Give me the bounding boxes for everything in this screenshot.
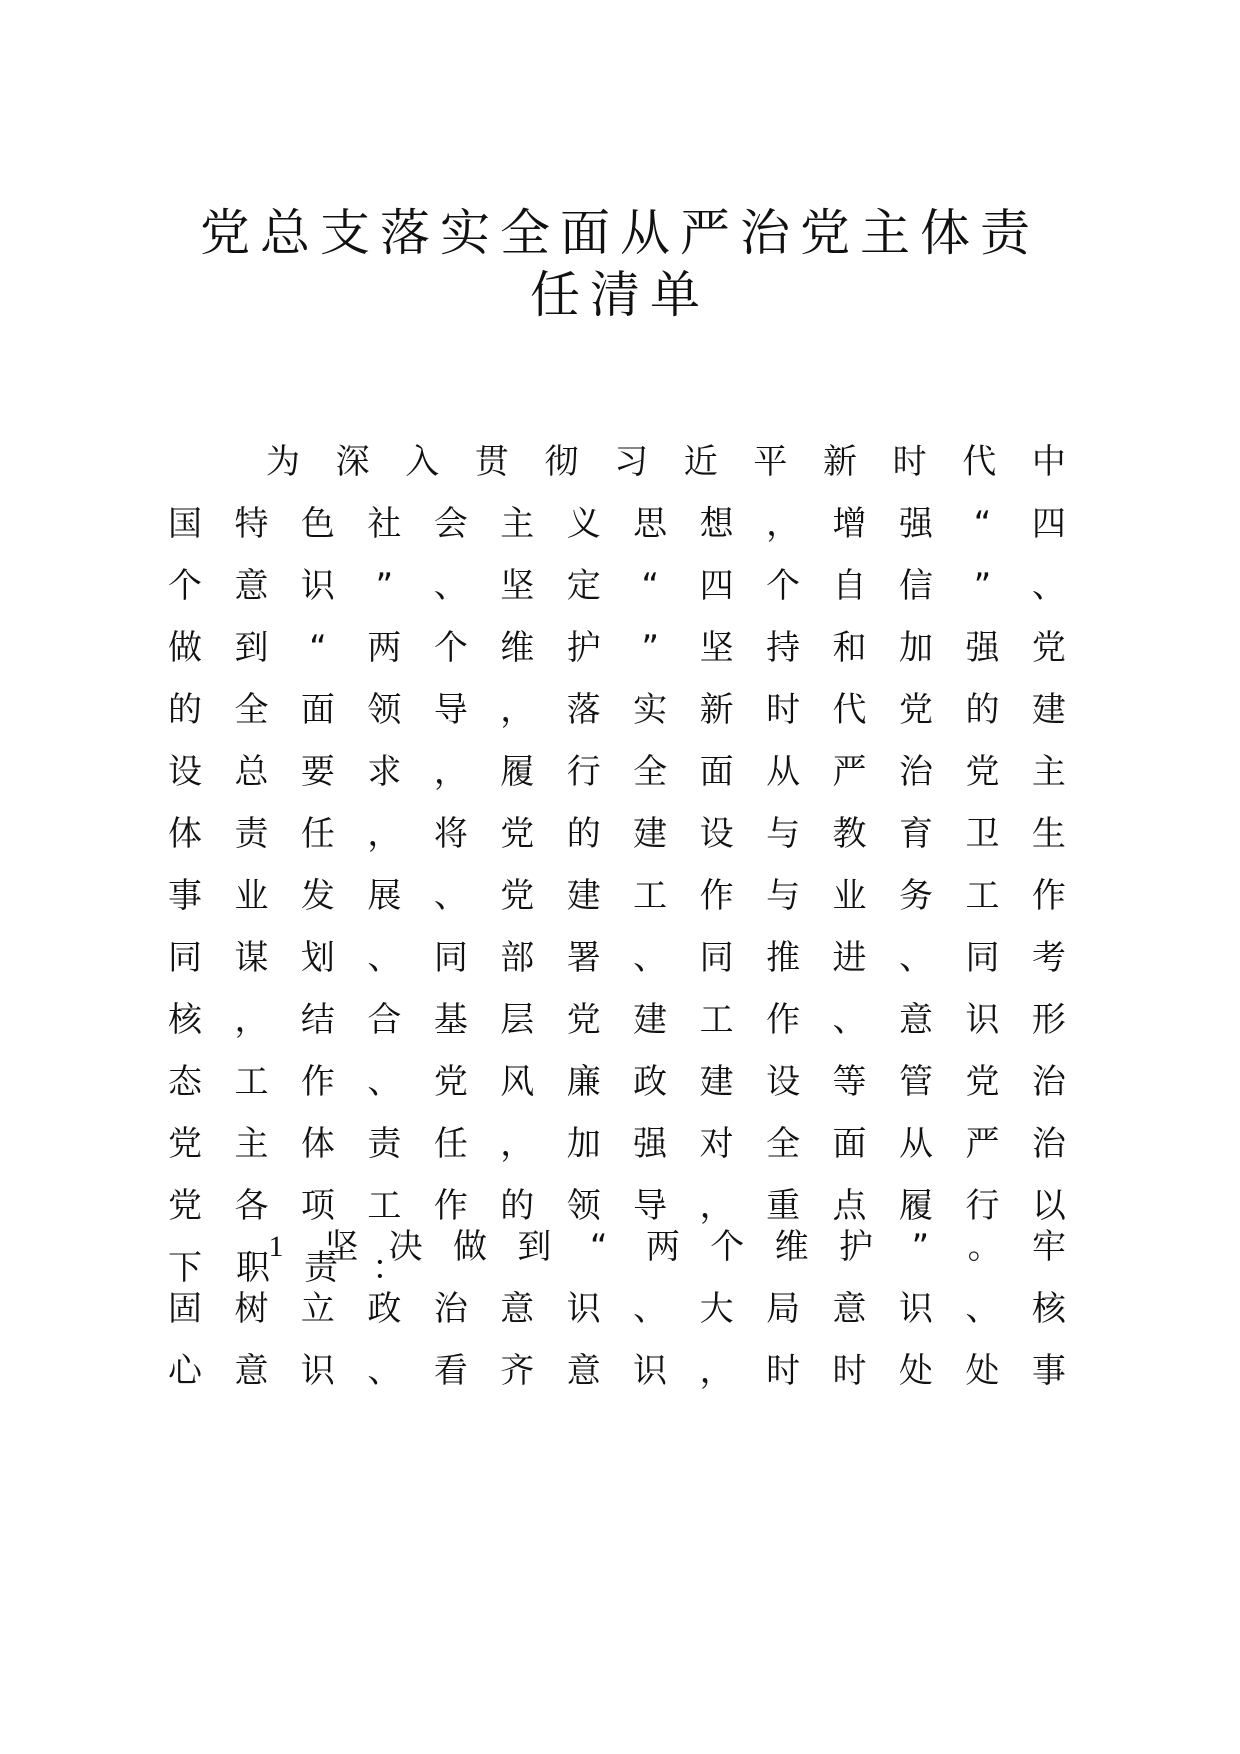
text-char: 决 xyxy=(388,1227,423,1267)
text-char: 加 xyxy=(898,628,933,668)
text-char: 政 xyxy=(633,1062,668,1102)
paragraph-intro xyxy=(167,431,1067,1299)
text-char: 党 xyxy=(500,876,535,916)
text-char: 党 xyxy=(1031,628,1066,668)
text-char: 作 xyxy=(433,1186,468,1226)
text-char: 局 xyxy=(766,1289,801,1329)
text-line xyxy=(167,741,1067,803)
text-char: 固 xyxy=(168,1289,202,1329)
text-char: 心 xyxy=(168,1351,202,1391)
text-char: 齐 xyxy=(500,1351,535,1391)
text-char: 同 xyxy=(699,938,734,978)
text-char: 的 xyxy=(168,690,202,730)
text-char: 意 xyxy=(500,1289,535,1329)
text-char: 国 xyxy=(168,504,202,544)
text-char: 树 xyxy=(234,1289,269,1329)
text-char: 全 xyxy=(234,690,269,730)
title-line-1: 党总支落实全面从严治党主体责 xyxy=(200,204,1040,262)
text-char: 彻 xyxy=(544,442,579,482)
text-char: 识 xyxy=(300,1351,335,1391)
text-char: 、 xyxy=(633,1289,668,1329)
text-char: 识 xyxy=(965,1000,1000,1040)
text-char: 层 xyxy=(500,1000,535,1040)
text-char: 核 xyxy=(168,1000,202,1040)
text-line xyxy=(167,679,1067,741)
text-char: 全 xyxy=(633,752,668,792)
text-char: 定 xyxy=(566,566,601,606)
title-line-2: 任清单 xyxy=(530,266,710,324)
text-char: 大 xyxy=(699,1289,734,1329)
text-char: 新 xyxy=(823,442,857,482)
text-char: 育 xyxy=(898,814,933,854)
text-char: 任 xyxy=(300,814,335,854)
text-char: 工 xyxy=(234,1062,269,1102)
document-title xyxy=(150,202,1090,326)
text-char: 履 xyxy=(500,752,535,792)
text-char: 建 xyxy=(633,1000,668,1040)
text-char: 以 xyxy=(1031,1186,1066,1226)
text-char: 全 xyxy=(766,1124,801,1164)
text-char: 下 xyxy=(168,1248,202,1288)
text-char: 时 xyxy=(892,442,927,482)
text-char: ” xyxy=(911,1227,930,1267)
text-char: 强 xyxy=(898,504,933,544)
text-char: 主 xyxy=(500,504,535,544)
text-char: 面 xyxy=(832,1124,867,1164)
text-line xyxy=(167,1113,1067,1175)
text-char: 结 xyxy=(300,1000,335,1040)
text-char: 信 xyxy=(898,566,933,606)
text-line xyxy=(167,865,1067,927)
text-char: 到 xyxy=(517,1227,552,1267)
text-char: ， xyxy=(699,1186,734,1226)
text-char: 个 xyxy=(710,1227,745,1267)
text-char: 社 xyxy=(367,504,402,544)
text-char: 自 xyxy=(832,566,867,606)
text-char: 为 xyxy=(266,442,300,482)
text-char: 面 xyxy=(300,690,335,730)
text-char: 特 xyxy=(234,504,269,544)
text-line xyxy=(167,1051,1067,1113)
text-char: 管 xyxy=(898,1062,933,1102)
text-char: ， xyxy=(500,1124,535,1164)
text-char: 作 xyxy=(699,876,734,916)
text-char: 、 xyxy=(367,1062,402,1102)
text-char: 从 xyxy=(766,752,801,792)
text-char: 设 xyxy=(699,814,734,854)
text-char: 坚 xyxy=(699,628,734,668)
text-char: 、 xyxy=(433,876,468,916)
text-char: 坚 xyxy=(500,566,535,606)
text-char: 体 xyxy=(300,1124,335,1164)
text-char: “ xyxy=(309,628,327,668)
text-line xyxy=(167,1216,1067,1278)
text-char: 总 xyxy=(234,752,269,792)
text-char: 坚 xyxy=(324,1227,359,1267)
text-line xyxy=(167,1340,1067,1402)
text-char: 从 xyxy=(898,1124,933,1164)
text-char: 廉 xyxy=(566,1062,601,1102)
text-char: 工 xyxy=(367,1186,402,1226)
text-char: 各 xyxy=(234,1186,269,1226)
text-char: 面 xyxy=(699,752,734,792)
text-char: 实 xyxy=(633,690,668,730)
text-char: 党 xyxy=(898,690,933,730)
text-char: 求 xyxy=(367,752,402,792)
text-char: 设 xyxy=(168,752,202,792)
text-char: 意 xyxy=(234,1351,269,1391)
text-char: 个 xyxy=(766,566,801,606)
text-line xyxy=(167,493,1067,555)
text-char: 两 xyxy=(645,1227,680,1267)
text-line xyxy=(167,803,1067,865)
text-char: ” xyxy=(641,628,659,668)
text-char: 建 xyxy=(566,876,601,916)
text-char: 务 xyxy=(898,876,933,916)
text-char: ， xyxy=(766,504,801,544)
text-char: ： xyxy=(372,1248,406,1288)
text-char: ， xyxy=(433,752,468,792)
text-char: 的 xyxy=(500,1186,535,1226)
text-char: 意 xyxy=(832,1289,867,1329)
text-char: 意 xyxy=(566,1351,601,1391)
text-char: 推 xyxy=(766,938,801,978)
text-line xyxy=(167,555,1067,617)
text-char: 、 xyxy=(965,1289,1000,1329)
text-char: 形 xyxy=(1031,1000,1066,1040)
text-char: 个 xyxy=(433,628,468,668)
text-char: 时 xyxy=(832,1351,867,1391)
text-char: 党 xyxy=(433,1062,468,1102)
text-char: 生 xyxy=(1031,814,1066,854)
text-char: 党 xyxy=(566,1000,601,1040)
text-char: 职 xyxy=(236,1248,270,1288)
text-char: 思 xyxy=(633,504,668,544)
text-char: 色 xyxy=(300,504,335,544)
text-char: 工 xyxy=(633,876,668,916)
text-char: 的 xyxy=(566,814,601,854)
text-char: 、 xyxy=(433,566,468,606)
text-char: 、 xyxy=(367,1351,402,1391)
text-char: 设 xyxy=(766,1062,801,1102)
text-char: 识 xyxy=(300,566,335,606)
text-char: 的 xyxy=(965,690,1000,730)
text-char: 行 xyxy=(965,1186,1000,1226)
text-char: 到 xyxy=(234,628,269,668)
text-char: 项 xyxy=(300,1186,335,1226)
text-char: 深 xyxy=(335,442,370,482)
text-char: 治 xyxy=(1031,1124,1066,1164)
text-char: 义 xyxy=(566,504,601,544)
text-char: 谋 xyxy=(234,938,269,978)
text-char: 任 xyxy=(433,1124,468,1164)
text-char: 领 xyxy=(367,690,402,730)
text-char: 持 xyxy=(766,628,801,668)
text-char: 时 xyxy=(766,1351,801,1391)
text-char: 党 xyxy=(965,1062,1000,1102)
text-char: 履 xyxy=(898,1186,933,1226)
text-char: 立 xyxy=(300,1289,335,1329)
text-char: 领 xyxy=(566,1186,601,1226)
text-char: 四 xyxy=(1031,504,1066,544)
text-char: 展 xyxy=(367,876,402,916)
text-char: 和 xyxy=(832,628,867,668)
text-char: 治 xyxy=(898,752,933,792)
text-char: 重 xyxy=(766,1186,801,1226)
text-char: 两 xyxy=(367,628,402,668)
text-char: 识 xyxy=(633,1351,668,1391)
text-char: 进 xyxy=(832,938,867,978)
text-char: 行 xyxy=(566,752,601,792)
text-char: 、 xyxy=(832,1000,867,1040)
list-number: 1 xyxy=(268,1230,284,1263)
text-char: 作 xyxy=(1031,876,1066,916)
text-char: 等 xyxy=(832,1062,867,1102)
text-char: 发 xyxy=(300,876,335,916)
text-char: “ xyxy=(973,504,992,544)
text-char: 与 xyxy=(766,814,801,854)
text-char: 同 xyxy=(965,938,1000,978)
text-char: 主 xyxy=(234,1124,269,1164)
text-char: 、 xyxy=(1031,566,1066,606)
text-char: ， xyxy=(500,690,535,730)
text-char: 党 xyxy=(500,814,535,854)
text-char: “ xyxy=(589,1227,608,1267)
text-char: 作 xyxy=(766,1000,801,1040)
text-char: 。 xyxy=(967,1227,1002,1267)
text-char: “ xyxy=(641,566,659,606)
text-char: 建 xyxy=(699,1062,734,1102)
text-char: 看 xyxy=(433,1351,468,1391)
text-line xyxy=(167,989,1067,1051)
text-char: 部 xyxy=(500,938,535,978)
text-char: 同 xyxy=(168,938,202,978)
text-char: ， xyxy=(234,1000,269,1040)
text-char: 识 xyxy=(566,1289,601,1329)
text-char: 党 xyxy=(168,1124,202,1164)
text-char: 治 xyxy=(433,1289,468,1329)
text-char: 治 xyxy=(1031,1062,1066,1102)
text-char: 处 xyxy=(965,1351,1000,1391)
text-char: ， xyxy=(699,1351,734,1391)
text-char: 同 xyxy=(433,938,468,978)
text-char: 划 xyxy=(300,938,335,978)
text-char: 维 xyxy=(500,628,535,668)
text-char: 合 xyxy=(367,1000,402,1040)
text-char: 新 xyxy=(699,690,734,730)
text-char: 对 xyxy=(699,1124,734,1164)
text-char: 作 xyxy=(300,1062,335,1102)
text-char: 政 xyxy=(367,1289,402,1329)
text-char: 代 xyxy=(832,690,867,730)
text-char: 会 xyxy=(433,504,468,544)
text-char: 意 xyxy=(898,1000,933,1040)
text-line xyxy=(167,1278,1067,1340)
text-char: 业 xyxy=(234,876,269,916)
text-char: 、 xyxy=(367,938,402,978)
text-char: 署 xyxy=(566,938,601,978)
text-char: 牢 xyxy=(1031,1227,1066,1267)
text-char: 识 xyxy=(898,1289,933,1329)
text-char: ” xyxy=(973,566,992,606)
text-char: 教 xyxy=(832,814,867,854)
text-char: 贯 xyxy=(474,442,509,482)
text-char: 态 xyxy=(168,1062,202,1102)
text-char: 代 xyxy=(962,442,997,482)
text-char: 维 xyxy=(774,1227,809,1267)
text-char: 习 xyxy=(614,442,649,482)
text-char: 护 xyxy=(838,1227,873,1267)
text-char: 加 xyxy=(566,1124,601,1164)
text-char: ， xyxy=(367,814,402,854)
text-char: 风 xyxy=(500,1062,535,1102)
text-char: 业 xyxy=(832,876,867,916)
text-char: 卫 xyxy=(965,814,1000,854)
text-char: 建 xyxy=(1031,690,1066,730)
text-char: 事 xyxy=(1031,1351,1066,1391)
text-char: 点 xyxy=(832,1186,867,1226)
text-char: 入 xyxy=(405,442,440,482)
text-char: 增 xyxy=(832,504,867,544)
text-char: 平 xyxy=(753,442,788,482)
text-char: 时 xyxy=(766,690,801,730)
text-char: 导 xyxy=(633,1186,668,1226)
text-char: 事 xyxy=(168,876,202,916)
text-char: 与 xyxy=(766,876,801,916)
text-char: 责 xyxy=(367,1124,402,1164)
text-char: 意 xyxy=(234,566,269,606)
text-char: 四 xyxy=(699,566,734,606)
text-char: 强 xyxy=(965,628,1000,668)
text-char: 责 xyxy=(234,814,269,854)
text-char: 强 xyxy=(633,1124,668,1164)
text-char: 想 xyxy=(699,504,734,544)
text-char: 导 xyxy=(433,690,468,730)
text-char: 党 xyxy=(168,1186,202,1226)
text-char: 考 xyxy=(1031,938,1066,978)
text-char: 个 xyxy=(168,566,202,606)
text-char: 落 xyxy=(566,690,601,730)
text-char: 要 xyxy=(300,752,335,792)
text-char: 近 xyxy=(683,442,718,482)
text-char: 严 xyxy=(832,752,867,792)
text-char: 责 xyxy=(304,1248,338,1288)
text-char: 工 xyxy=(699,1000,734,1040)
text-char: 体 xyxy=(168,814,202,854)
text-line xyxy=(167,617,1067,679)
text-char: 、 xyxy=(633,938,668,978)
text-char: 基 xyxy=(433,1000,468,1040)
paragraph-item-1 xyxy=(167,1216,1067,1402)
text-char: 、 xyxy=(898,938,933,978)
text-char: 做 xyxy=(168,628,202,668)
text-char: 做 xyxy=(452,1227,487,1267)
text-char: 工 xyxy=(965,876,1000,916)
text-char: 党 xyxy=(965,752,1000,792)
text-char: 主 xyxy=(1031,752,1066,792)
text-char: 严 xyxy=(965,1124,1000,1164)
text-char: 中 xyxy=(1031,442,1066,482)
text-char: 处 xyxy=(898,1351,933,1391)
text-char: 护 xyxy=(566,628,601,668)
text-line xyxy=(167,927,1067,989)
text-char: ” xyxy=(375,566,394,606)
text-line xyxy=(167,431,1067,493)
text-char: 将 xyxy=(433,814,468,854)
text-char: 建 xyxy=(633,814,668,854)
text-char: 核 xyxy=(1031,1289,1066,1329)
